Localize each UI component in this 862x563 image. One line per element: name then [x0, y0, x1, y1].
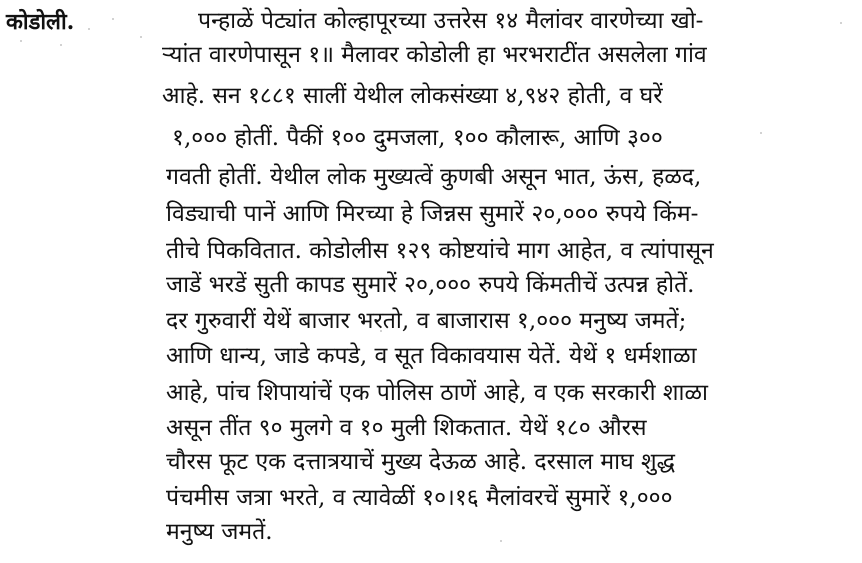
scan-speckle	[60, 44, 62, 46]
entry-text-line: विड्याची पानें आणि मिरच्या हे जिन्नस सुमारें २०,००० रुपये किंम-	[166, 201, 699, 227]
entry-text-line: जाडें भरडें सुती कापड सुमारें २०,००० रुपये किंमतीचें उत्पन्न होतें.	[166, 272, 695, 298]
scan-speckle	[88, 28, 90, 30]
entry-text-line: तीचे पिकवितात. कोडोलीस १२९ कोष्टयांचे माग आहेत, व त्यांपासून	[166, 238, 714, 264]
scan-speckle	[840, 22, 842, 24]
entry-text-line: ऱ्यांत वारणेपासून १॥ मैलावर कोडोली हा भरभराटींत असलेला गांव	[162, 42, 707, 68]
entry-text-line: १,००० होतीं. पैकीं १०० दुमजला, १०० कौलारू, आणि ३००	[172, 125, 663, 151]
entry-text-line: आणि धान्य, जाडे कपडे, व सूत विकावयास येतें. येथें १ धर्मशाळा	[166, 343, 697, 369]
entry-text-line: गवती होतीं. येथील लोक मुख्यत्वें कुणबी असून भात, ऊंस, हळद,	[166, 164, 702, 190]
entry-text-line: पन्हाळें पेट्यांत कोल्हापूरच्या उत्तरेस १४ मैलांवर वारणेच्या खो-	[198, 8, 704, 34]
entry-text-line: दर गुरुवारीं येथें बाजार भरतो, व बाजारास १,००० मनुष्य जमतें;	[166, 308, 687, 334]
entry-text-line: आहे. सन १८८१ सालीं येथील लोकसंख्या ४,९४२ होती, व घरें	[162, 83, 663, 109]
entry-heading: कोडोली.	[6, 9, 75, 35]
entry-text-line: चौरस फूट एक दत्तात्रयाचें मुख्य देऊळ आहे. दरसाल माघ शुद्ध	[166, 449, 676, 475]
entry-text-line: आहे, पांच शिपायांचें एक पोलिस ठाणें आहे, व एक सरकारी शाळा	[166, 380, 708, 406]
entry-text-line: पंचमीस जत्रा भरते, व त्यावेळीं १०।१६ मैलांवरचें सुमारें १,०००	[166, 485, 673, 511]
scan-speckle	[140, 36, 142, 38]
scan-speckle	[500, 540, 502, 542]
scan-speckle	[20, 40, 22, 42]
scan-speckle	[112, 18, 114, 20]
scan-speckle	[760, 132, 762, 134]
entry-text-line: मनुष्य जमतें.	[166, 519, 273, 545]
entry-text-line: असून तींत ९० मुलगे व १० मुली शिकतात. येथें १८० औरस	[166, 415, 647, 441]
